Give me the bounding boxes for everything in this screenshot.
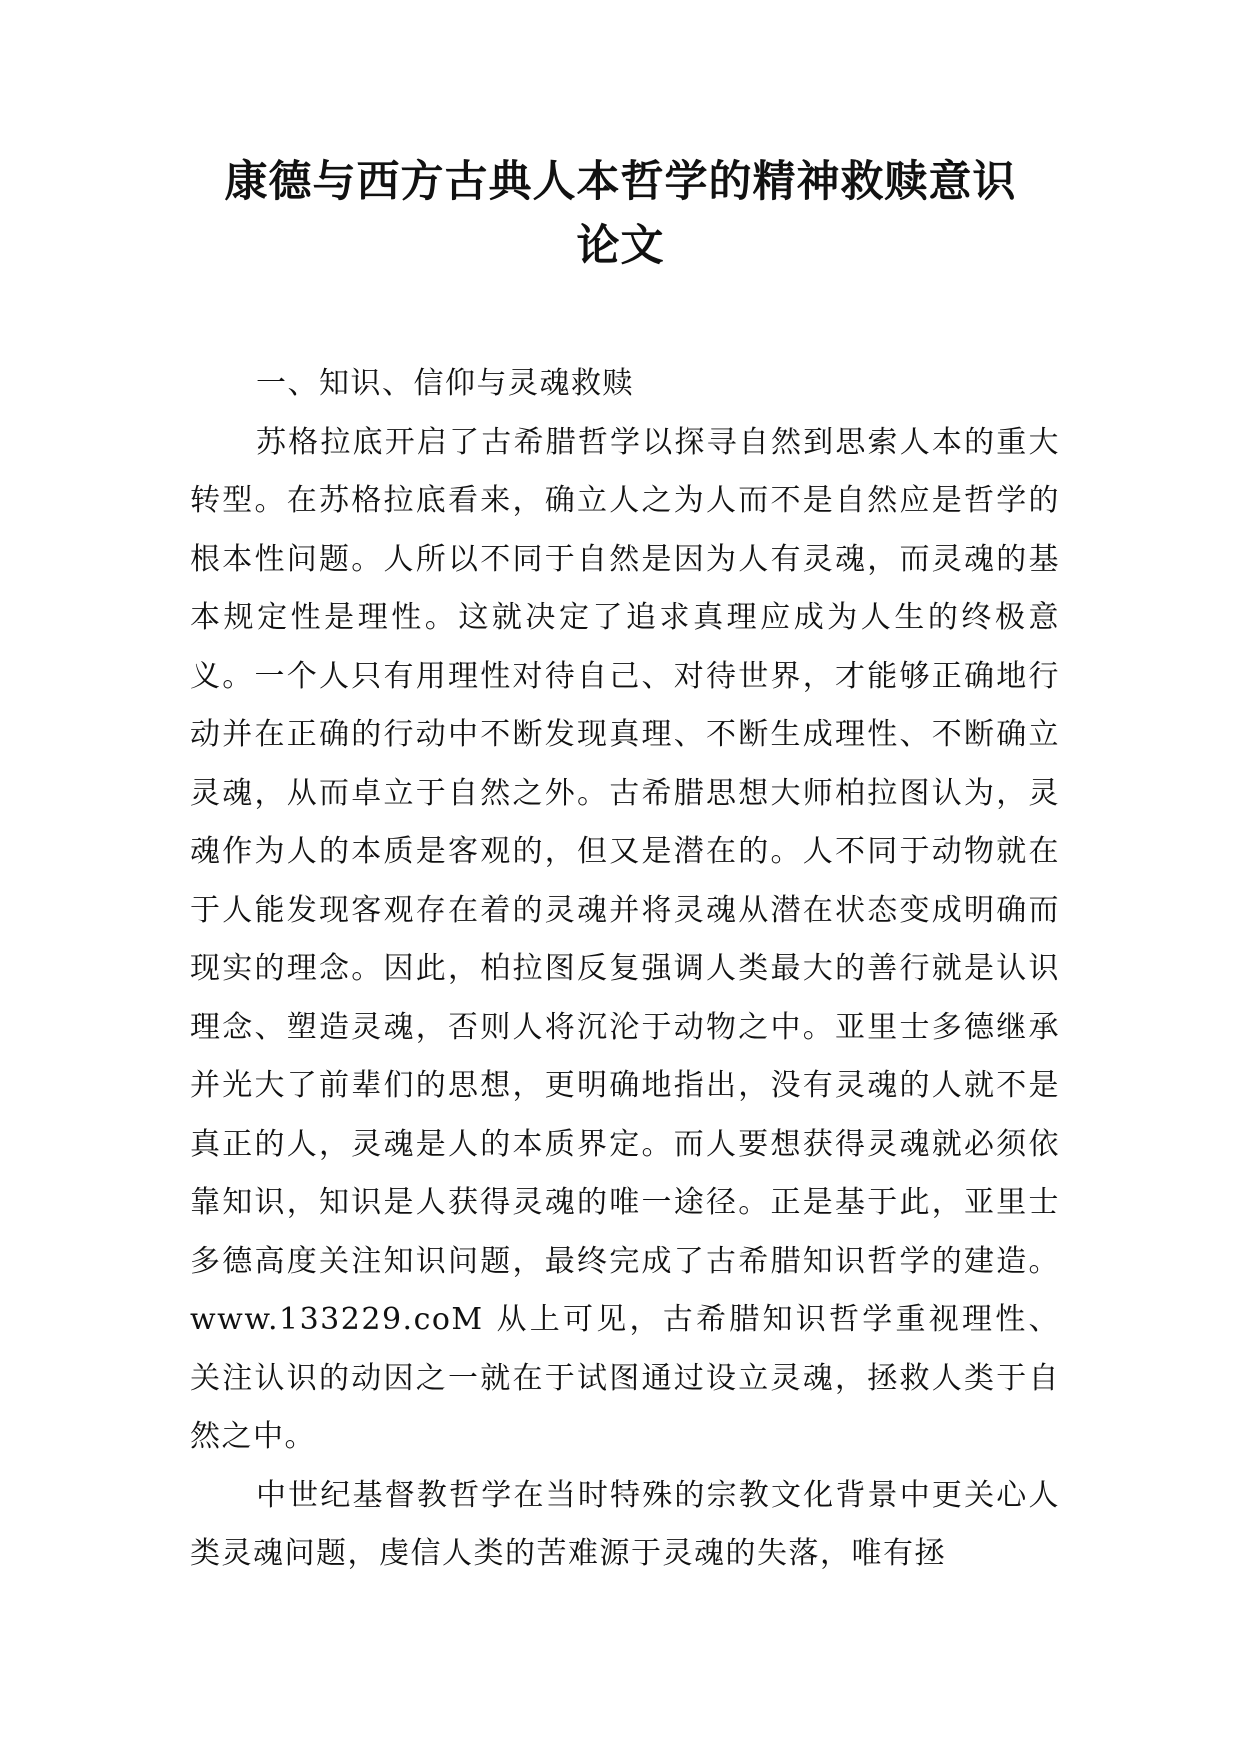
document-title [150, 150, 1091, 278]
title-line-2: 论文 [576, 221, 665, 271]
title-line-1: 康德与西方古典人本哲学的精神救赎意识 [224, 157, 1017, 207]
document-body [190, 355, 1060, 1584]
section-heading: 一、知识、信仰与灵魂救赎 [256, 366, 634, 401]
paragraph-2: 中世纪基督教哲学在当时特殊的宗教文化背景中更关心人类灵魂问题，虔信人类的苦难源于灵魂的失落，唯有拯 [190, 1477, 1060, 1571]
paragraph-1: 苏格拉底开启了古希腊哲学以探寻自然到思索人本的重大转型。在苏格拉底看来，确立人之为人而不是自然应是哲学的根本性问题。人所以不同于自然是因为人有灵魂，而灵魂的基本规定性是理性。这就决定了追求真理应成为人生的终极意义。一个人只有用理性对待自己、对待世界，才能够正确地行动并在正确的行动中不断发现真理、不断生成理性、不断确立灵魂，从而卓立于自然之外。古希腊思想大师柏拉图认为，灵魂作为人的本质是客观的，但又是潜在的。人不同于动物就在于人能发现客观存在着的灵魂并将灵魂从潜在状态变成明确而现实的理念。因此，柏拉图反复强调人类最大的善行就是认识理念、塑造灵魂，否则人将沉沦于动物之中。亚里士多德继承并光大了前辈们的思想，更明确地指出，没有灵魂的人就不是真正的人，灵魂是人的本质界定。而人要想获得灵魂就必须依靠知识，知识是人获得灵魂的唯一途径。正是基于此，亚里士多德高度关注知识问题，最终完成了古希腊知识哲学的建造。www.133229.coM 从上可见，古希腊知识哲学重视理性、关注认识的动因之一就在于试图通过设立灵魂，拯救人类于自然之中。 [190, 424, 1060, 1454]
